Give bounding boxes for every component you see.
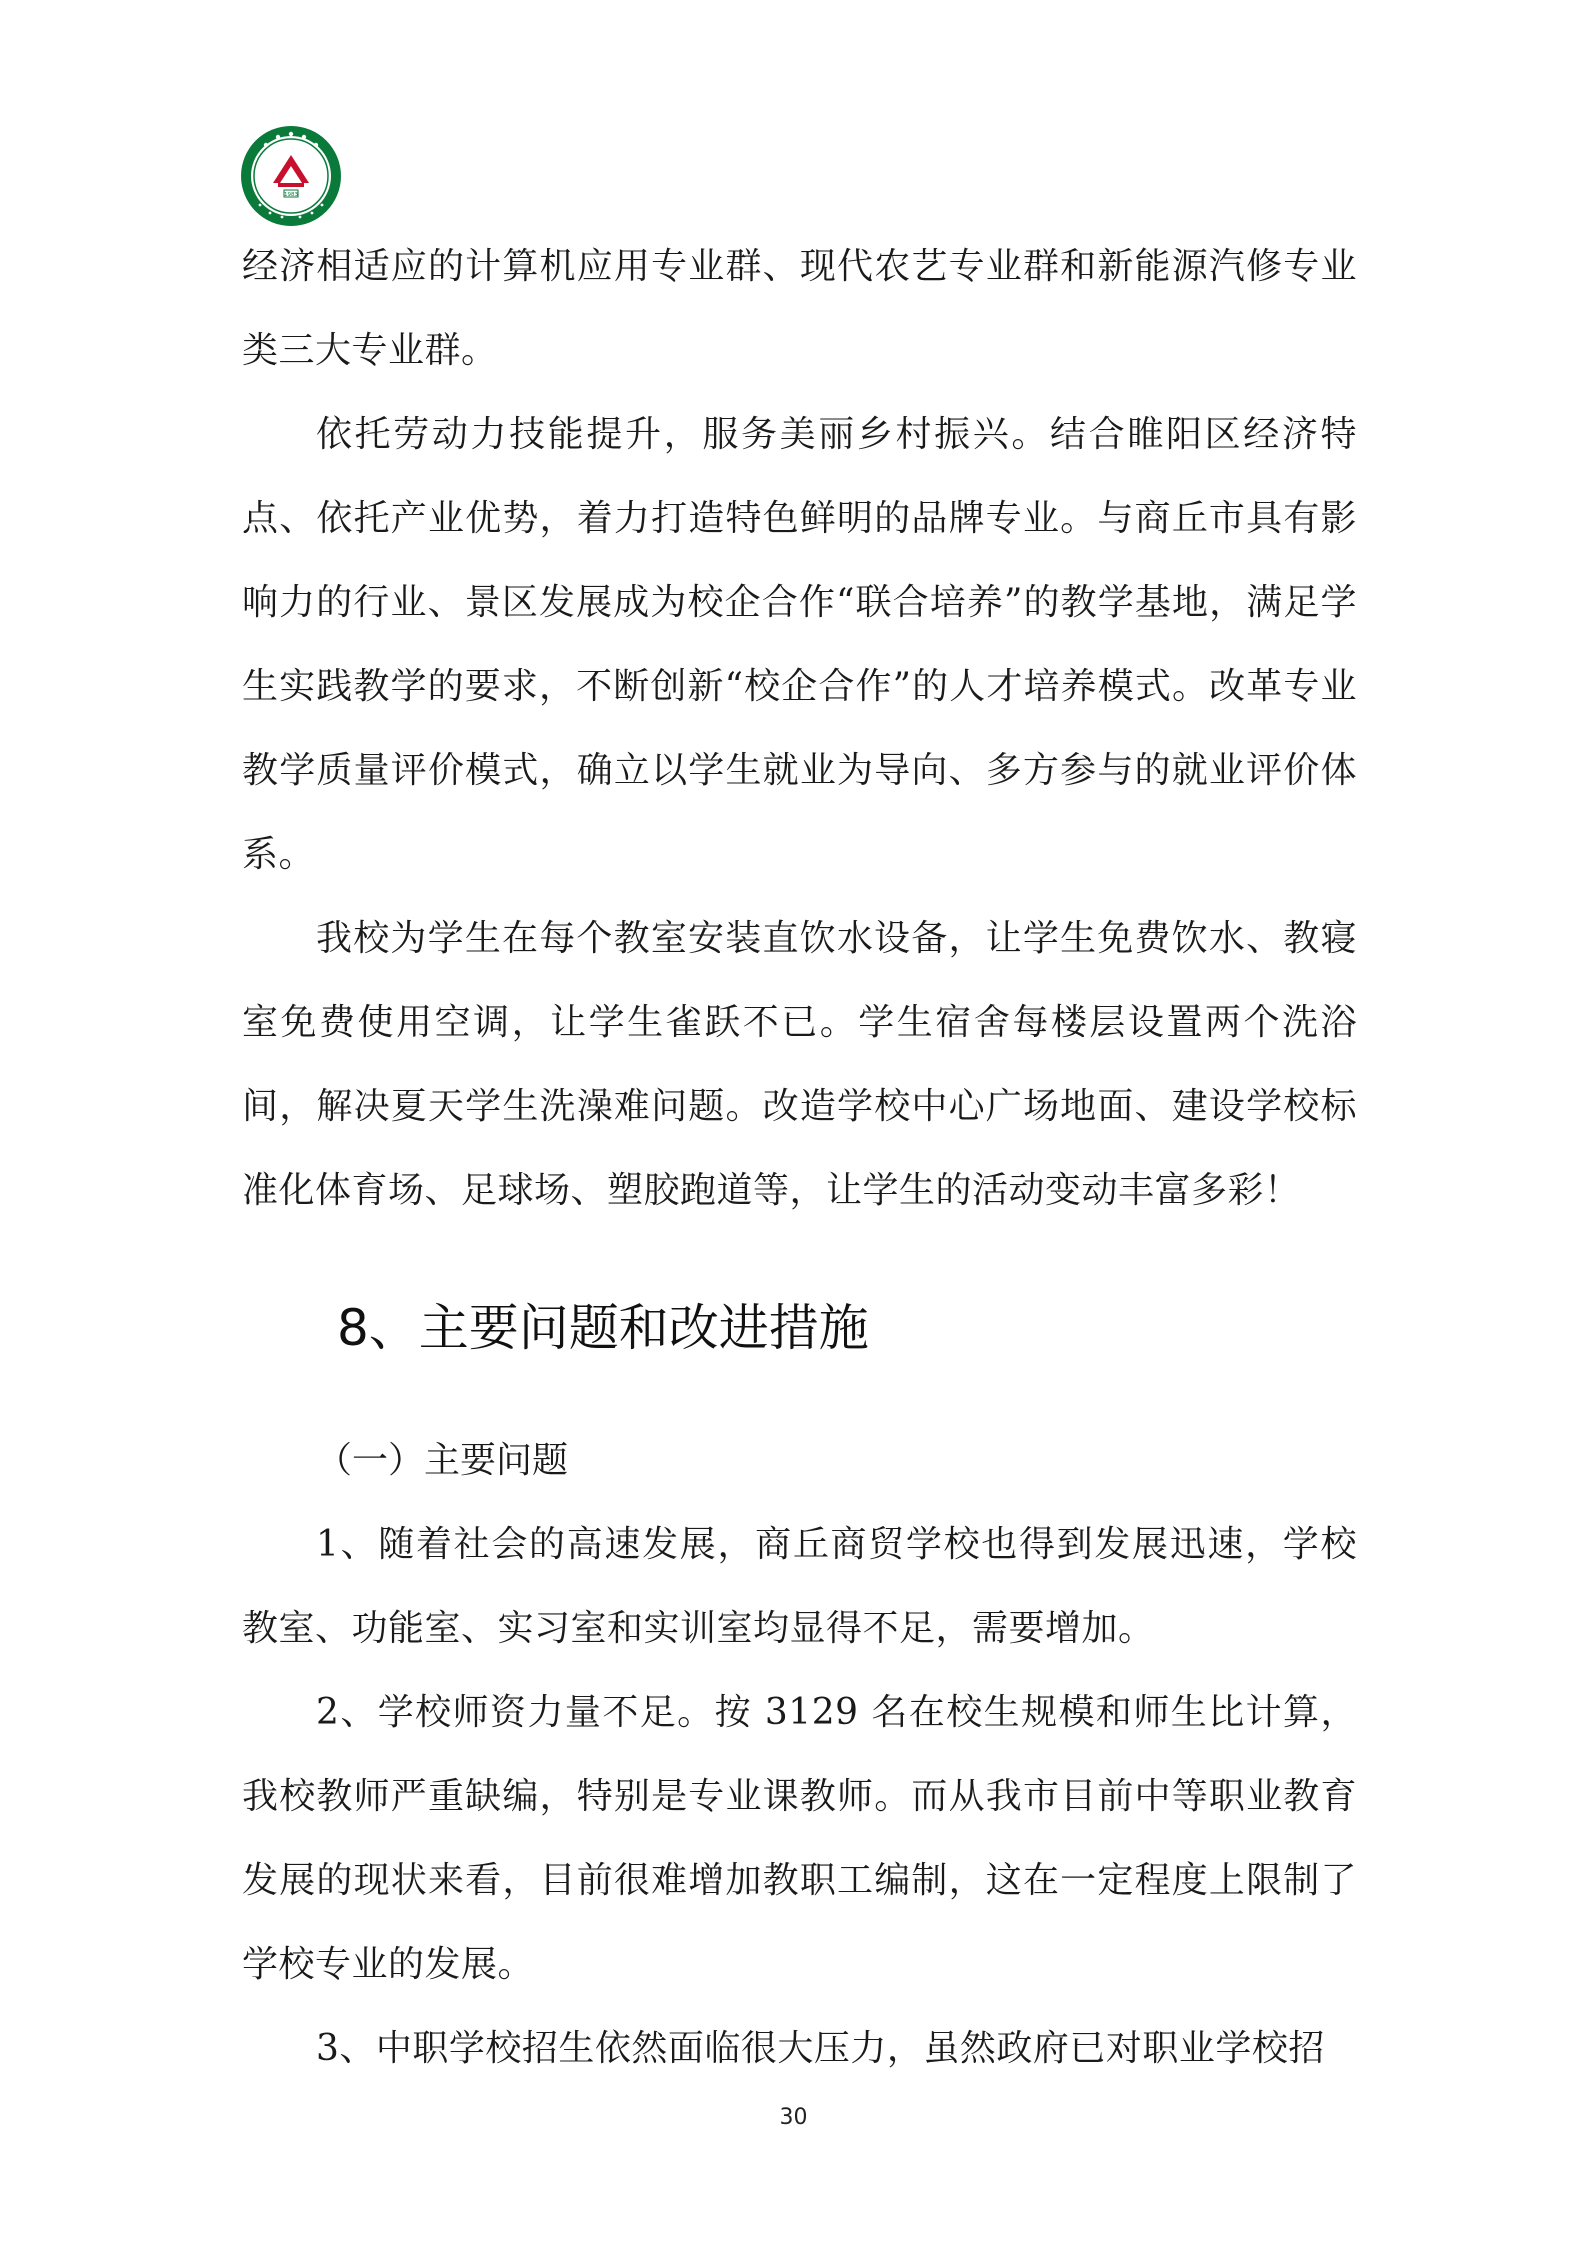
paragraph-rural-revitalization: 依托劳动力技能提升，服务美丽乡村振兴。结合睢阳区经济特点、依托产业优势，着力打造特色鲜明的品牌专业。与商丘市具有影响力的行业、景区发展成为校企合作“联合培养”的教学基地，满足学生实践教学的要求，不断创新“校企合作”的人才培养模式。改革专业教学质量评价模式，确立以学生就业为导向、多方参与的就业评价体系。 <box>242 414 1357 875</box>
problem-item-3: 3、中职学校招生依然面临很大压力，虽然政府已对职业学校招 <box>316 2028 1325 2069</box>
paragraph-student-facilities: 我校为学生在每个教室安装直饮水设备，让学生免费饮水、教寝室免费使用空调，让学生雀跃不已。学生宿舍每楼层设置两个洗浴间，解决夏天学生洗澡难问题。改造学校中心广场地面、建设学校标准化体育场、足球场、塑胶跑道等，让学生的活动变动丰富多彩！ <box>242 918 1357 1211</box>
logo-year: 1983 <box>284 192 298 198</box>
school-emblem-graphic <box>240 125 342 227</box>
body-text <box>242 225 1357 2091</box>
section-heading: 8、主要问题和改进措施 <box>337 1299 869 1357</box>
page-number: 30 <box>779 2105 808 2130</box>
paragraph-continuation: 经济相适应的计算机应用专业群、现代农艺专业群和新能源汽修专业类三大专业群。 <box>242 246 1357 371</box>
school-emblem-icon <box>240 125 342 227</box>
problem-item-2: 2、学校师资力量不足。按 3129 名在校生规模和师生比计算，我校教师严重缺编，特别是专业课教师。而从我市目前中等职业教育发展的现状来看，目前很难增加教职工编制，这在一定程度上限制了学校专业的发展。 <box>242 1692 1357 1985</box>
subsection-heading: （一）主要问题 <box>316 1440 569 1481</box>
problem-item-1: 1、随着社会的高速发展，商丘商贸学校也得到发展迅速，学校教室、功能室、实习室和实训室均显得不足，需要增加。 <box>242 1524 1357 1649</box>
